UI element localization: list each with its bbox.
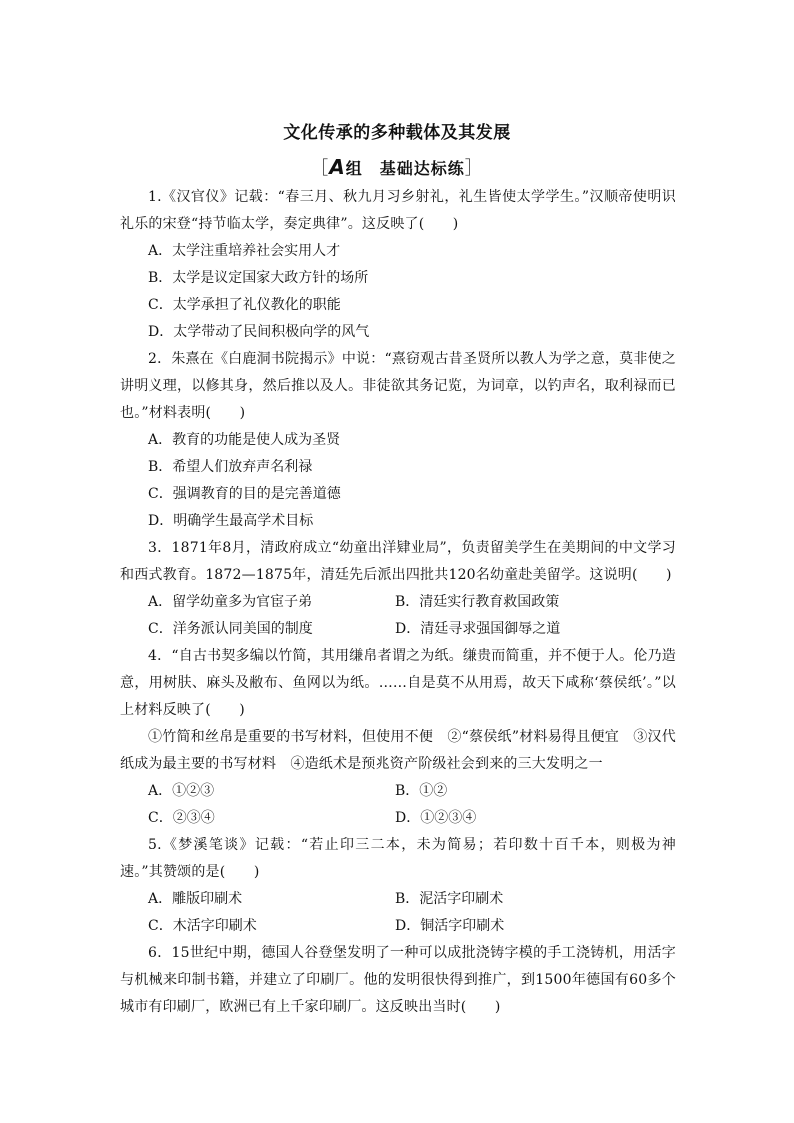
section-bracket-left: ［: [310, 158, 330, 179]
option-b: B．清廷实行教育救国政策: [395, 594, 560, 610]
option-b: B．太学是议定国家大政方针的场所: [148, 270, 369, 286]
option-row: [120, 805, 676, 832]
option-d: D．铜活字印刷术: [395, 918, 505, 934]
question-statements: ①竹简和丝帛是重要的书写材料，但使用不便 ②“蔡侯纸”材料易得且便宜 ③汉代纸成为最主要的书写材料 ④造纸术是预兆资产阶级社会到来的三大发明之一: [120, 729, 676, 772]
question-stem: 6．15世纪中期，德国人谷登堡发明了一种可以成批浇铸字模的手工浇铸机，用活字与机械来印制书籍，并建立了印刷厂。他的发明很快得到推广，到1500年德国有60多个城市有印刷厂，欧洲已有上千家印刷厂。这反映出当时( ): [120, 945, 676, 1015]
option-c: C．强调教育的目的是完善道德: [148, 486, 341, 502]
option-a: A．太学注重培养社会实用人才: [148, 243, 341, 259]
option-d: D．清廷寻求强国御辱之道: [395, 621, 561, 637]
question-stem: 5.《梦溪笔谈》记载：“若止印三二本，未为简易；若印数十百千本，则极为神速。”其赞颂的是( ): [120, 837, 676, 880]
option-d: D．明确学生最高学术目标: [148, 513, 314, 529]
option-c: C．木活字印刷术: [148, 918, 257, 934]
option-c: C．洋务派认同美国的制度: [148, 621, 313, 637]
question-stem: 4．“自古书契多编以竹简，其用缣帛者谓之为纸。缣贵而简重，并不便于人。伦乃造意，用树肤、麻头及敝布、鱼网以为纸。……自是莫不从用焉，故天下咸称‘蔡侯纸’。”以上材料反映了( ): [120, 648, 676, 718]
option-a: A．雕版印刷术: [148, 891, 243, 907]
option-d: D．太学带动了民间积极向学的风气: [148, 324, 370, 340]
option-a: A．留学幼童多为官宦子弟: [148, 594, 313, 610]
section-heading: [0, 154, 794, 180]
option-d: D．①②③④: [395, 810, 477, 826]
option-b: B．泥活字印刷术: [395, 891, 504, 907]
section-group-label: 组 基础达标练: [345, 159, 465, 178]
option-b: B．希望人们放弃声名利禄: [148, 459, 313, 475]
question-stem: 1.《汉官仪》记载：“春三月、秋九月习乡射礼，礼生皆使太学学生。”汉顺帝使明识礼乐的宋登“持节临太学，奏定典律”。这反映了( ): [120, 189, 676, 232]
option-b: B．①②: [395, 783, 448, 799]
option-row: [120, 913, 676, 940]
question-stem: 2．朱熹在《白鹿洞书院揭示》中说：“熹窃观古昔圣贤所以教人为学之意，莫非使之讲明义理，以修其身，然后推以及人。非徒欲其务记览，为词章，以钓声名，取利禄而已也。”材料表明( ): [120, 351, 676, 421]
page-title: 文化传承的多种载体及其发展: [283, 123, 511, 143]
option-c: C．太学承担了礼仪教化的职能: [148, 297, 341, 313]
section-letter: A: [329, 155, 346, 179]
option-c: C．②③④: [148, 810, 215, 826]
question-list: [120, 184, 676, 1021]
option-a: A．教育的功能是使人成为圣贤: [148, 432, 341, 448]
option-a: A．①②③: [148, 783, 215, 799]
section-bracket-right: ］: [464, 158, 484, 179]
option-row: [120, 616, 676, 643]
option-row: [120, 589, 676, 616]
option-row: [120, 778, 676, 805]
option-row: [120, 886, 676, 913]
question-stem: 3．1871年8月，清政府成立“幼童出洋肄业局”，负责留美学生在美期间的中文学习和西式教育。1872—1875年，清廷先后派出四批共120名幼童赴美留学。这说明( ): [120, 540, 676, 583]
